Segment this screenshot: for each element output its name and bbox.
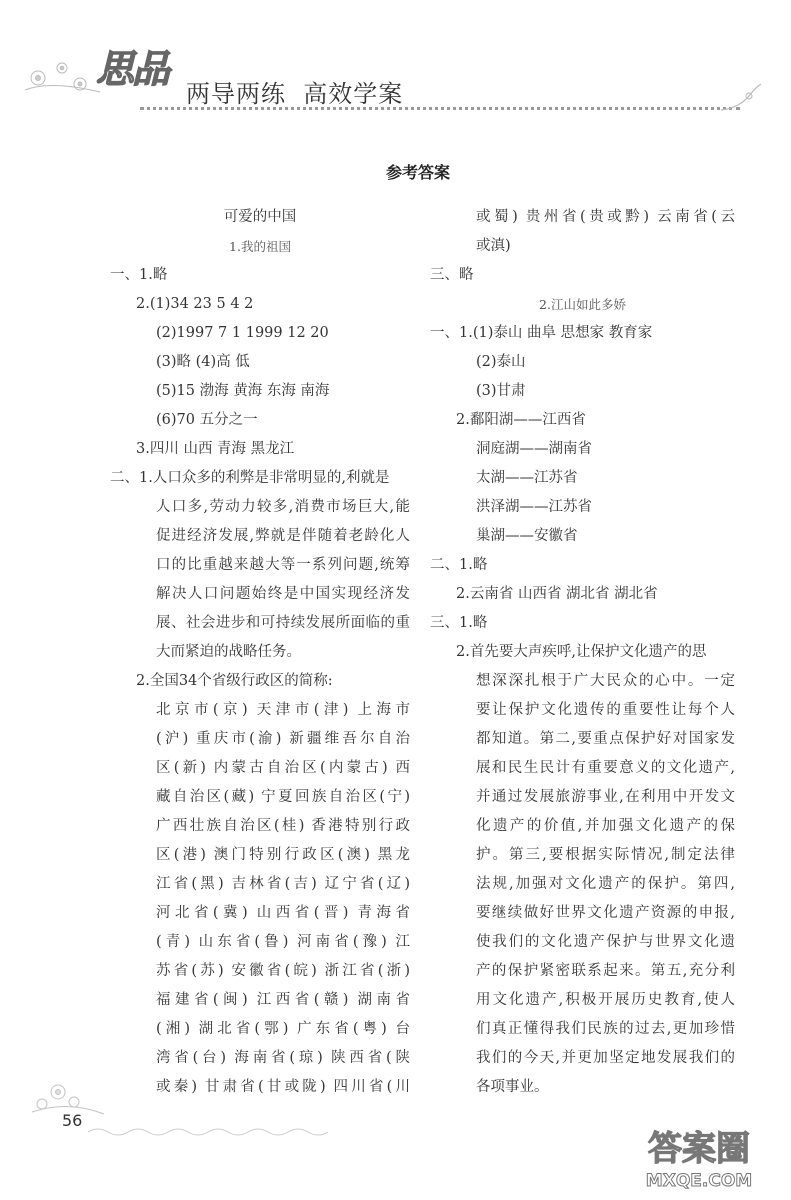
answer-line: 苏省(苏) 安徽省(皖) 浙江省(浙) — [156, 963, 410, 979]
answer-line: 想深深扎根于广大民众的心中。一定 — [476, 673, 735, 689]
answer-line: 或滇) — [476, 238, 511, 254]
answer-line: 促进经济发展,弊就是伴随着老龄化人 — [156, 528, 410, 544]
answer-line: 化遗产的价值,并加强文化遗产的保 — [476, 818, 735, 834]
answer-line: 展和民生民计有重要意义的文化遗产, — [476, 760, 735, 776]
corner-ornament-icon — [719, 82, 763, 112]
left-column — [110, 203, 410, 1102]
watermark-text: 答案圈 — [648, 1129, 750, 1169]
answer-line: 都知道。第二,要重点保护好对国家发 — [476, 731, 735, 747]
answer-line: 2.(1)34 23 5 4 2 — [136, 296, 254, 312]
answer-line: 产的保护紧密联系起来。第五,充分利 — [476, 963, 735, 979]
answer-line: 湾省(台) 海南省(琼) 陕西省(陕 — [156, 1050, 410, 1066]
answer-line: 区(港) 澳门特别行政区(澳) 黑龙 — [156, 847, 410, 863]
answer-line: 大而紧迫的战略任务。 — [156, 644, 301, 660]
answer-line: 1.我的祖国 — [229, 239, 291, 254]
footer-ornament — [88, 1126, 328, 1138]
answer-line: 2.江山如此多娇 — [539, 297, 626, 312]
answer-line: (沪) 重庆市(渝) 新疆维吾尔自治 — [156, 731, 410, 747]
answer-line: 一、1.(1)泰山 曲阜 思想家 教育家 — [430, 325, 653, 341]
answer-line: 法规,加强对文化遗产的保护。第四, — [476, 876, 735, 892]
answer-line: (5)15 渤海 黄海 东海 南海 — [156, 383, 330, 399]
answer-line: 口的比重越来越大等一系列问题,统筹 — [156, 557, 410, 573]
answer-line: 三、略 — [430, 267, 474, 283]
answer-line: 护。第三,要根据实际情况,制定法律 — [476, 847, 735, 863]
answer-line: 藏自治区(藏) 宁夏回族自治区(宁) — [156, 789, 410, 805]
answer-line: 3.四川 山西 青海 黑龙江 — [136, 441, 295, 457]
answer-line: 福建省(闽) 江西省(赣) 湖南省 — [156, 992, 410, 1008]
answer-line: 们真正懂得我们民族的过去,更加珍惜 — [476, 1021, 735, 1037]
answer-line: 展、社会进步和可持续发展所面临的重 — [156, 615, 410, 631]
answer-line: 一、1.略 — [110, 267, 168, 283]
page-number: 56 — [62, 1111, 83, 1130]
header-title: 两导两练 高效学案 — [186, 80, 404, 108]
answer-line: 要继续做好世界文化遗产资源的申报, — [476, 905, 735, 921]
watermark-domain: MXQE.COM — [645, 1171, 753, 1191]
answer-line: 二、1.略 — [430, 557, 488, 573]
answer-line: 2.鄱阳湖——江西省 — [456, 412, 586, 428]
answer-line: 洞庭湖——湖南省 — [476, 441, 592, 457]
answer-line: 人口多,劳动力较多,消费市场巨大,能 — [156, 499, 410, 515]
answer-line: 河北省(冀) 山西省(晋) 青海省 — [156, 905, 410, 921]
answer-line: 各项事业。 — [476, 1079, 549, 1095]
answer-line: 可爱的中国 — [223, 209, 297, 225]
answer-line: 太湖——江苏省 — [476, 470, 578, 486]
right-column — [430, 203, 735, 1102]
answer-line: 2.全国34个省级行政区的简称: — [136, 673, 333, 689]
logo-text: 思品 — [96, 47, 169, 91]
answer-line: 江省(黑) 吉林省(吉) 辽宁省(辽) — [156, 876, 410, 892]
answer-line: (青) 山东省(鲁) 河南省(豫) 江 — [156, 934, 410, 950]
answer-line: (3)甘肃 — [476, 383, 526, 399]
page-title: 参考答案 — [385, 163, 450, 182]
answer-line: 使我们的文化遗产保护与世界文化遗 — [476, 934, 735, 950]
answer-line: 巢湖——安徽省 — [476, 528, 578, 544]
answer-line: 广西壮族自治区(桂) 香港特别行政 — [156, 818, 410, 834]
answer-line: (2)1997 7 1 1999 12 20 — [156, 325, 329, 341]
answer-line: 并通过发展旅游事业,在利用中开发文 — [476, 789, 735, 805]
answer-line: 要让保护文化遗传的重要性让每个人 — [476, 702, 735, 718]
answer-line: (3)略 (4)高 低 — [156, 354, 250, 370]
answer-line: 区(新) 内蒙古自治区(内蒙古) 西 — [156, 760, 410, 776]
answer-line: 或秦) 甘肃省(甘或陇) 四川省(川 — [156, 1079, 410, 1095]
header-divider — [140, 107, 740, 110]
answer-line: 解决人口问题始终是中国实现经济发 — [156, 586, 410, 602]
answer-line: 2.云南省 山西省 湖北省 湖北省 — [456, 586, 658, 602]
answer-line: (6)70 五分之一 — [156, 412, 258, 428]
watermark-logo — [619, 1122, 779, 1192]
answer-line: 2.首先要大声疾呼,让保护文化遗产的思 — [456, 644, 707, 660]
answer-line: 三、1.略 — [430, 615, 488, 631]
answer-line: (2)泰山 — [476, 354, 526, 370]
answer-line: 我们的今天,并更加坚定地发展我们的 — [476, 1050, 735, 1066]
answer-line: 用文化遗产,积极开展历史教育,使人 — [476, 992, 735, 1008]
answer-line: 或蜀) 贵州省(贵或黔) 云南省(云 — [476, 209, 735, 225]
answer-line: 北京市(京) 天津市(津) 上海市 — [156, 702, 410, 718]
answer-line: (湘) 湖北省(鄂) 广东省(粤) 台 — [156, 1021, 410, 1037]
answer-line: 二、1.人口众多的利弊是非常明显的,利就是 — [110, 470, 390, 486]
answer-line: 洪泽湖——江苏省 — [476, 499, 592, 515]
